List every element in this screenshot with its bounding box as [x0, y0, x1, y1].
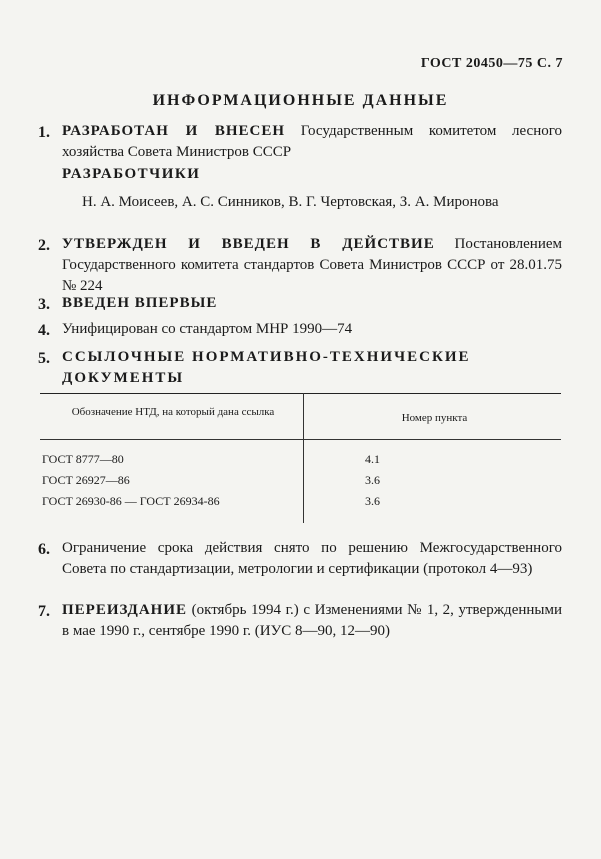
item-number: 5.: [38, 350, 50, 367]
table-column-divider: [303, 393, 304, 523]
item-5: [62, 347, 562, 389]
item-text: Постановлением Государственного комитета стандартов Совета Министров СССР от 28.01.75 № 224: [62, 236, 563, 294]
item-2: [62, 234, 562, 297]
item-text: Ограничение срока действия снято по решению Межгосударственного Совета по стандартизации, метрологии и сертификации (протокол 4—93): [62, 540, 562, 577]
table-row-point: 3.6: [365, 494, 380, 508]
table-row-point: 3.6: [365, 473, 380, 487]
item-lead: ПЕРЕИЗДАНИЕ: [62, 602, 188, 618]
item-6: [62, 538, 562, 580]
item-1: [62, 121, 562, 163]
document-title: ИНФОРМАЦИОННЫЕ ДАННЫЕ: [152, 92, 449, 109]
item-number: 7.: [38, 603, 50, 620]
table-row-ref: ГОСТ 8777—80: [42, 452, 124, 466]
table-header-rule: [40, 439, 561, 440]
item-number: 2.: [38, 237, 50, 254]
table-header-ref: Обозначение НТД, на который дана ссылка: [71, 406, 275, 418]
table-top-rule: [40, 393, 561, 394]
item-lead: УТВЕРЖДЕН И ВВЕДЕН В ДЕЙСТВИЕ: [62, 236, 435, 252]
item-4: [62, 319, 562, 340]
item-7: [62, 600, 562, 642]
page-header: ГОСТ 20450—75 С. 7: [420, 56, 563, 71]
item-text: Унифицирован со стандартом МНР 1990—74: [62, 321, 353, 337]
table-header-point: Номер пункта: [401, 412, 468, 424]
developers-list: Н. А. Моисеев, А. С. Синников, В. Г. Чертовская, З. А. Миронова: [82, 194, 499, 210]
item-number: 4.: [38, 322, 50, 339]
item-3: [62, 293, 562, 314]
table-row-point: 4.1: [365, 452, 380, 466]
developers-heading: РАЗРАБОТЧИКИ: [62, 166, 201, 182]
item-lead: ССЫЛОЧНЫЕ НОРМАТИВНО-ТЕХНИЧЕСКИЕ ДОКУМЕНТЫ: [62, 349, 471, 386]
table-row-ref: ГОСТ 26930-86 — ГОСТ 26934-86: [42, 494, 220, 508]
item-number: 1.: [38, 124, 50, 141]
table-row-ref: ГОСТ 26927—86: [42, 473, 130, 487]
reference-table: [40, 393, 561, 523]
item-lead: ВВЕДЕН ВПЕРВЫЕ: [62, 295, 218, 311]
item-text: Государственным комитетом лесного хозяйства Совета Министров СССР: [62, 123, 563, 160]
item-text: (октябрь 1994 г.) с Изменениями № 1, 2, утвержденными в мае 1990 г., сентябре 1990 г. (ИУС 8—90, 12—90): [62, 602, 563, 639]
item-number: 6.: [38, 541, 50, 558]
item-number: 3.: [38, 296, 50, 313]
item-lead: РАЗРАБОТАН И ВНЕСЕН: [62, 123, 286, 139]
